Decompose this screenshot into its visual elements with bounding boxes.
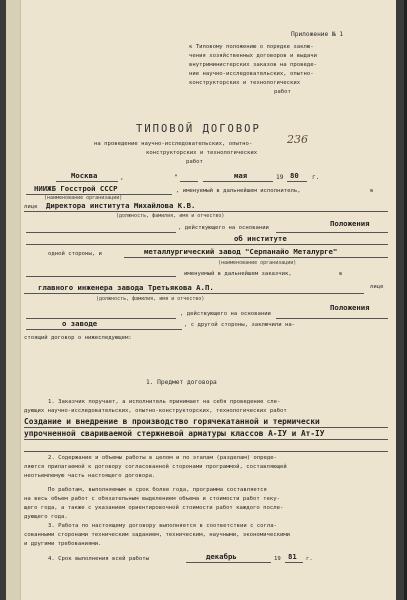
executor-org: НИИЖБ Госстрой СССР: [34, 184, 118, 193]
appendix-line-2: чения хозяйственных договоров и выдачи: [189, 53, 317, 59]
customer-in: в: [339, 271, 343, 277]
subject-line-1-rule: [24, 427, 388, 428]
executor-basis-value-2: об институте: [234, 234, 287, 243]
p5-year-g: г.: [306, 556, 313, 562]
customer-named-as: именуемый в дальнейшем заказчик,: [184, 271, 292, 277]
executor-person-line: [24, 211, 388, 212]
appendix-line-5: конструкторских и технологических: [189, 80, 301, 86]
p5-month-line: [186, 562, 271, 563]
customer-person-tail: лице: [370, 284, 384, 290]
year-g: г.: [312, 174, 320, 181]
p3-line-4: дующего года.: [24, 514, 68, 520]
executor-person-caption: (должность, фамилия, имя и отчество): [116, 213, 225, 219]
executor-basis-value-1: Положения: [330, 219, 370, 228]
day-line: [180, 181, 198, 182]
contract-title: ТИПОВОЙ ДОГОВОР: [136, 123, 261, 135]
p5-prefix: 4. Срок выполнения всей работы: [48, 556, 150, 562]
month: мая: [234, 171, 248, 180]
customer-org-line: [124, 257, 388, 258]
p4-line-1: 3. Работа по настоящему договору выполняется в соответствии с согла-: [48, 523, 278, 529]
city: Москва: [71, 171, 98, 180]
appendix-number: Приложение № 1: [291, 31, 344, 38]
year-line: [287, 181, 307, 182]
executor-blank-line: [26, 232, 176, 233]
executor-basis-text: , действующего на основании: [178, 225, 269, 231]
executor-basis-line: [276, 232, 388, 233]
customer-person-caption: (должность, фамилия, имя и отчество): [96, 296, 205, 302]
customer-org-caption: (наименование организации): [218, 260, 297, 266]
customer-basis-text: , действующего на основании: [180, 311, 271, 317]
appendix-line-4: ние научно-исследовательских, опытно-: [189, 71, 314, 77]
customer-other-side: , с другой стороны, заключили на-: [184, 322, 296, 328]
customer-blank-line-2: [26, 318, 176, 319]
subject-line-2-rule: [24, 439, 388, 440]
p4-line-2: сованными сторонами техническим заданием, техническим, научными, экономическими: [24, 532, 291, 538]
title-sub-3: работ: [186, 159, 203, 165]
binding-strip: [6, 0, 21, 600]
title-sub-1: на проведение научно-исследовательских, опытно-: [94, 141, 253, 147]
p4-line-3: и другими требованиями.: [24, 541, 102, 547]
year-prefix: 19: [276, 174, 284, 181]
customer-left-text: одной стороны, и: [48, 251, 102, 257]
p1-line-2: дующих научно-исследовательских, опытно-конструкторских, технологических работ: [24, 408, 287, 414]
customer-org: металлургический завод "Серпанайо Металурге": [144, 247, 338, 256]
p3-line-3: щего года, а также с указанием ориентировочной стоимости работ каждого после-: [24, 505, 284, 511]
p2-line-1: 2. Содержание и объемы работы в целом и по этапам (разделам) опреде-: [48, 455, 278, 461]
year-suffix: 80: [290, 171, 299, 180]
appendix-line-6: работ: [274, 89, 291, 95]
section-heading: 1. Предмет договора: [146, 379, 217, 386]
executor-basis-line-2: [26, 244, 388, 245]
customer-basis-line: [276, 318, 388, 319]
executor-org-caption: (наименование организации): [44, 195, 123, 201]
date-sep: ,: [120, 174, 124, 181]
executor-named-as: , именуемый в дальнейшем исполнитель,: [176, 188, 301, 194]
executor-person-prefix: лице: [24, 204, 38, 210]
subject-line-1: Создание и внедрение в производство горячекатанной и термически: [24, 417, 320, 426]
subject-line-2: упрочненной свариваемой стержневой арматуры классов А-IУ и Ат-IУ: [24, 429, 325, 438]
executor-person: Директора института Михайлова К.В.: [46, 201, 196, 210]
customer-basis-line-2: [26, 329, 182, 330]
p2-line-2: ляются прилагаемой к договору согласованной сторонами программой, составляющей: [24, 464, 287, 470]
month-line: [203, 181, 273, 182]
customer-basis-value-2: о заводе: [62, 319, 98, 328]
contract-page: [6, 0, 396, 600]
city-line: [56, 181, 118, 182]
subject-line-3-rule: [24, 451, 388, 452]
contract-end: стоящий договор о нижеследующем:: [24, 335, 132, 341]
customer-blank-line: [26, 276, 176, 277]
customer-person: главного инженера завода Третьякова А.П.: [38, 283, 214, 292]
day-mark: ": [174, 174, 178, 181]
p2-line-3: неотъемлемую часть настоящего договора.: [24, 473, 156, 479]
p5-year-line: [285, 562, 303, 563]
p5-year: 81: [288, 552, 297, 561]
executor-in: в: [370, 188, 374, 194]
p3-line-1: По работам, выполняемым в срок более года, программа составляется: [48, 487, 267, 493]
customer-person-line: [24, 293, 364, 294]
appendix-line-1: к Типовому положению о порядке заклю-: [189, 44, 314, 50]
p1-line-1: 1. Заказчик поручает, а исполнитель принимает на себя проведение сле-: [48, 399, 281, 405]
p3-line-2: на весь объем работ с обязательным выделением объема и стоимости работ теку-: [24, 496, 280, 502]
customer-basis-value: Положения: [330, 303, 370, 312]
appendix-line-3: внутриминистерских заказов на проведе-: [189, 62, 317, 68]
p5-month: декабрь: [206, 552, 237, 561]
p5-year-prefix: 19: [274, 556, 281, 562]
handwritten-number: 236: [287, 133, 308, 146]
title-sub-2: конструкторских и технологических: [146, 150, 258, 156]
